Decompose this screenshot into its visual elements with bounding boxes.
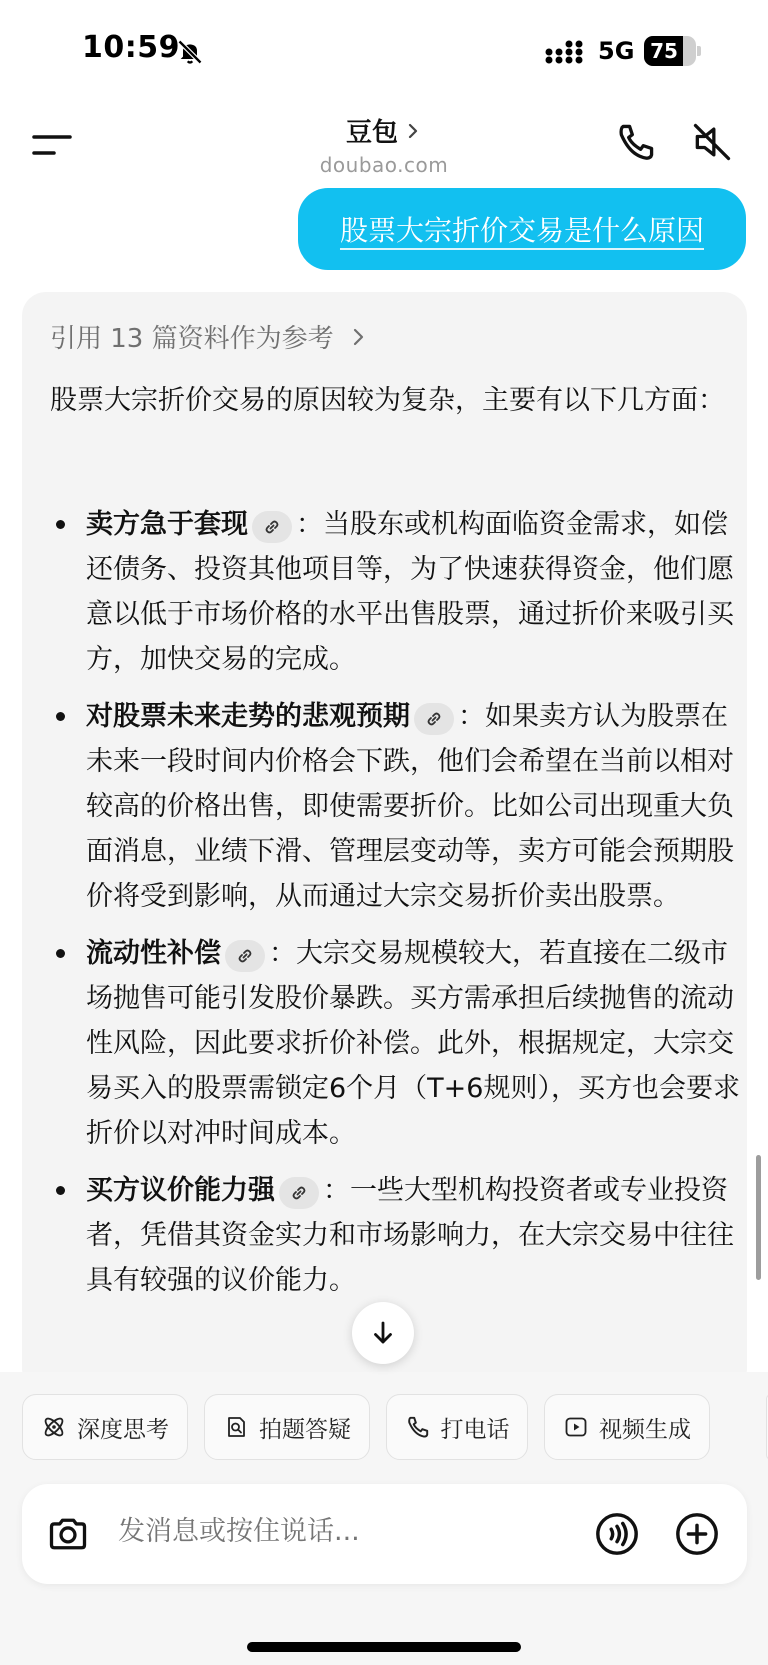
bot-name: 豆包 <box>345 118 398 148</box>
phone-call-icon[interactable] <box>614 120 658 164</box>
list-item <box>50 694 740 919</box>
bullet-dot <box>56 949 65 958</box>
photo-question-chip[interactable] <box>204 1394 370 1460</box>
references-link[interactable] <box>50 318 368 355</box>
battery-level: 75 <box>650 39 678 63</box>
answer-bullet-list <box>50 502 740 1315</box>
chip-label: 打电话 <box>440 1416 510 1443</box>
status-time: 10:59 <box>82 30 180 65</box>
bullet-dot <box>56 712 65 721</box>
list-item <box>50 502 740 682</box>
video-generate-chip[interactable] <box>544 1394 710 1460</box>
list-item <box>50 931 740 1156</box>
source-link-icon[interactable] <box>279 1177 319 1209</box>
user-message-text: 股票大宗折价交易是什么原因 <box>339 214 704 247</box>
source-link-icon[interactable] <box>225 940 265 972</box>
menu-icon[interactable] <box>30 128 74 162</box>
chat-header <box>0 100 768 190</box>
source-link-icon[interactable] <box>414 703 454 735</box>
bot-answer-card <box>22 292 747 1392</box>
signal-icon <box>545 38 587 66</box>
chip-label: 拍题答疑 <box>259 1416 351 1443</box>
item-separator: ： <box>458 701 485 732</box>
user-message-bubble[interactable] <box>298 188 746 270</box>
source-link-icon[interactable] <box>252 511 292 543</box>
deep-think-icon <box>41 1414 67 1440</box>
home-indicator <box>247 1642 521 1652</box>
scroll-to-bottom-button[interactable] <box>352 1302 414 1364</box>
bot-title[interactable] <box>234 112 534 177</box>
plus-circle-icon[interactable] <box>674 1511 720 1557</box>
camera-icon[interactable] <box>46 1512 90 1556</box>
chip-label: 视频生成 <box>599 1416 691 1443</box>
bell-muted-icon <box>176 38 204 66</box>
scrollbar[interactable] <box>756 1155 761 1280</box>
speaker-muted-icon[interactable] <box>690 120 734 164</box>
item-separator: ： <box>296 509 323 540</box>
item-text: 一些大型机构投资者或专业投资者，凭借其资金实力和市场影响力，在大宗交易中往往具有较强的议价能力。 <box>86 1175 734 1296</box>
list-item <box>50 1168 740 1303</box>
bullet-dot <box>56 520 65 529</box>
item-title: 流动性补偿 <box>86 938 221 969</box>
bullet-dot <box>56 1186 65 1195</box>
references-label: 引用 13 篇资料作为参考 <box>50 324 334 354</box>
item-separator: ： <box>269 938 296 969</box>
chevron-right-icon <box>348 327 368 347</box>
bot-domain: doubao.com <box>319 153 449 177</box>
item-text: 大宗交易规模较大，若直接在二级市场抛售可能引发股价暴跌。买方需承担后续抛售的流动性风险，因此要求折价补偿。此外，根据规定，大宗交易买入的股票需锁定6个月（T+6规则），买方也会要求折价以对冲时间成本。 <box>86 938 740 1149</box>
deep-think-chip[interactable] <box>22 1394 188 1460</box>
item-text: 当股东或机构面临资金需求，如偿还债务、投资其他项目等，为了快速获得资金，他们愿意以低于市场价格的水平出售股票，通过折价来吸引买方，加快交易的完成。 <box>86 509 734 675</box>
battery-icon <box>644 36 700 66</box>
composer-area <box>0 1372 768 1665</box>
chevron-right-icon <box>404 122 422 140</box>
item-separator: ： <box>323 1175 350 1206</box>
item-text: 如果卖方认为股票在未来一段时间内价格会下跌，他们会希望在当前以相对较高的价格出售，即使需要折价。比如公司出现重大负面消息，业绩下滑、管理层变动等，卖方可能会预期股价将受到影响，从而通过大宗交易折价卖出股票。 <box>86 701 734 912</box>
network-type: 5G <box>598 37 635 65</box>
message-input-bar <box>22 1484 747 1584</box>
answer-intro: 股票大宗折价交易的原因较为复杂，主要有以下几方面： <box>50 385 725 416</box>
item-title: 卖方急于套现 <box>86 509 248 540</box>
call-chip[interactable] <box>386 1394 528 1460</box>
phone-icon <box>405 1414 431 1440</box>
status-bar <box>0 0 768 100</box>
video-play-icon <box>563 1414 589 1440</box>
arrow-down-icon <box>368 1318 398 1348</box>
quick-action-bar <box>22 1394 710 1460</box>
chip-label: 深度思考 <box>77 1416 169 1443</box>
item-title: 对股票未来走势的悲观预期 <box>86 701 410 732</box>
photo-question-icon <box>223 1414 249 1440</box>
voice-wave-icon[interactable] <box>594 1511 640 1557</box>
item-title: 买方议价能力强 <box>86 1175 275 1206</box>
message-input[interactable] <box>118 1516 538 1547</box>
